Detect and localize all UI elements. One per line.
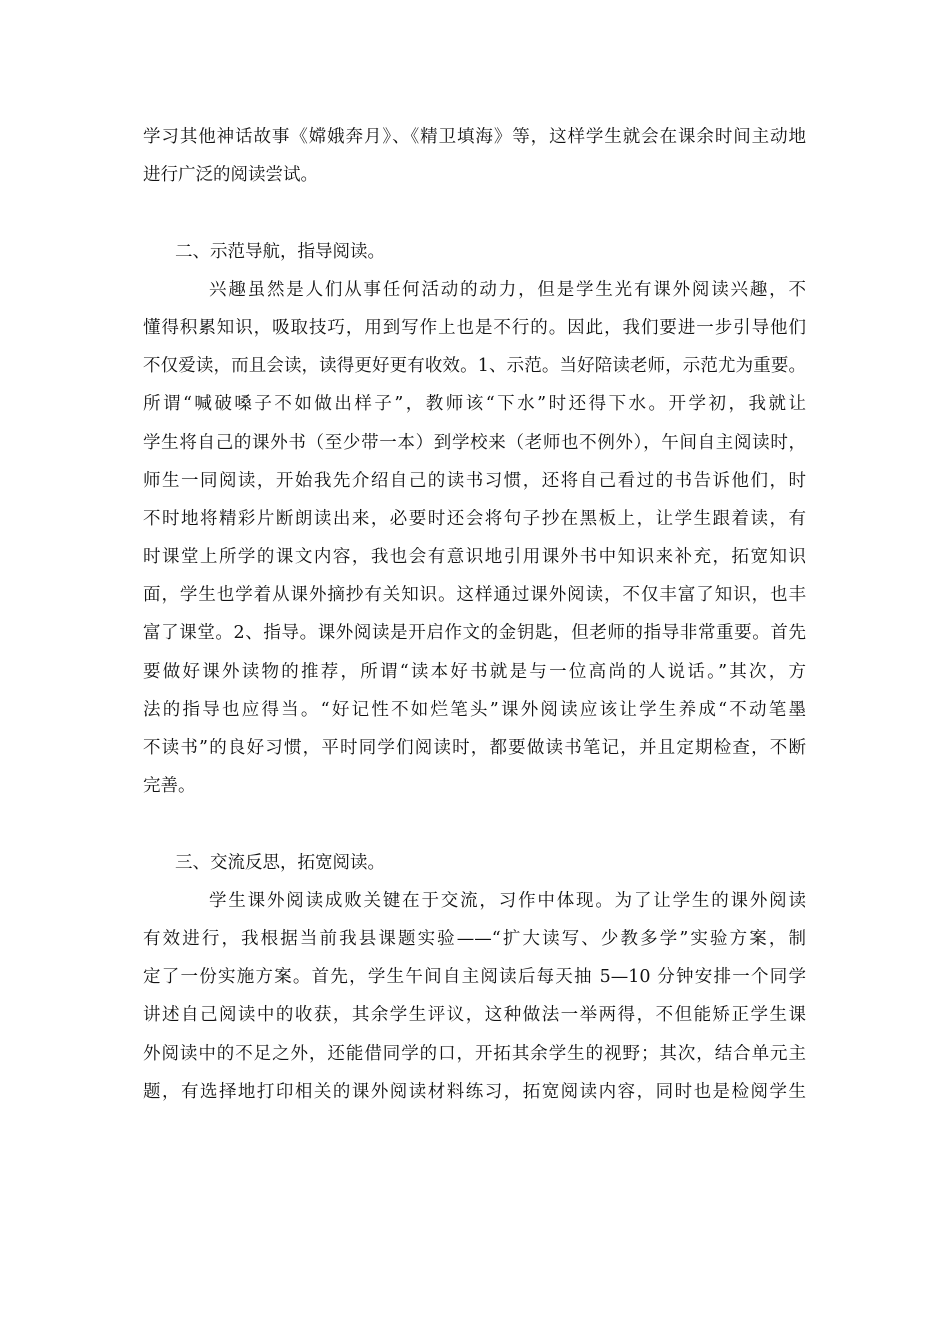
text-line: 不读书”的良好习惯，平时同学们阅读时，都要做读书笔记，并且定期检查，不断 — [143, 738, 806, 758]
paragraph-gap — [143, 194, 806, 232]
text-line: 学生将自己的课外书（至少带一本）到学校来（老师也不例外），午间自主阅读时， — [143, 432, 806, 453]
text-line: 师生一同阅读，开始我先介绍自己的读书习惯，还将自己看过的书告诉他们，时 — [143, 470, 806, 491]
text-line: 定了一份实施方案。首先，学生午间自主阅读后每天抽 5—10 分钟安排一个同学 — [143, 967, 806, 988]
section-paragraph — [143, 882, 806, 1111]
document-page — [143, 118, 806, 1111]
text-line: 题，有选择地打印相关的课外阅读材料练习，拓宽阅读内容，同时也是检阅学生 — [143, 1081, 806, 1102]
text-line: 兴趣虽然是人们从事任何活动的动力，但是学生光有课外阅读兴趣，不 — [209, 279, 806, 300]
text-line: 所谓“喊破嗓子不如做出样子”，教师该“下水”时还得下水。开学初，我就让 — [143, 394, 806, 415]
section-heading: 二、示范导航，指导阅读。 — [175, 241, 385, 262]
text-line: 学生课外阅读成败关键在于交流，习作中体现。为了让学生的课外阅读 — [209, 890, 806, 911]
paragraph-gap — [143, 805, 806, 843]
text-line: 面，学生也学着从课外摘抄有关知识。这样通过课外阅读，不仅丰富了知识，也丰 — [143, 585, 806, 606]
text-line: 完善。 — [143, 776, 196, 797]
text-line: 富了课堂。2、指导。课外阅读是开启作文的金钥匙，但老师的指导非常重要。首先 — [143, 623, 806, 644]
section-paragraph — [143, 271, 806, 806]
text-line: 学习其他神话故事《嫦娥奔月》、《精卫填海》等，这样学生就会在课余时间主动地 — [143, 127, 806, 147]
text-line: 有效进行，我根据当前我县课题实验——“扩大读写、少教多学”实验方案，制 — [143, 928, 806, 949]
text-line: 外阅读中的不足之外，还能借同学的口，开拓其余学生的视野；其次，结合单元主 — [143, 1043, 806, 1064]
text-line: 不仅爱读，而且会读，读得更好更有收效。1、示范。当好陪读老师，示范尤为重要。 — [143, 356, 806, 377]
text-line: 时课堂上所学的课文内容，我也会有意识地引用课外书中知识来补充，拓宽知识 — [143, 547, 806, 568]
text-line: 要做好课外读物的推荐，所谓“读本好书就是与一位高尚的人说话。”其次，方 — [143, 661, 806, 682]
section-heading: 三、交流反思，拓宽阅读。 — [175, 852, 385, 873]
text-line: 讲述自己阅读中的收获，其余学生评议，这种做法一举两得，不但能矫正学生课 — [143, 1005, 806, 1026]
text-line: 进行广泛的阅读尝试。 — [143, 165, 318, 186]
intro-paragraph — [143, 118, 806, 194]
text-line: 法的指导也应得当。“好记性不如烂笔头”课外阅读应该让学生养成“不动笔墨 — [143, 699, 806, 720]
text-line: 懂得积累知识，吸取技巧，用到写作上也是不行的。因此，我们要进一步引导他们 — [143, 317, 806, 338]
text-line: 不时地将精彩片断朗读出来，必要时还会将句子抄在黑板上，让学生跟着读，有 — [143, 508, 806, 529]
